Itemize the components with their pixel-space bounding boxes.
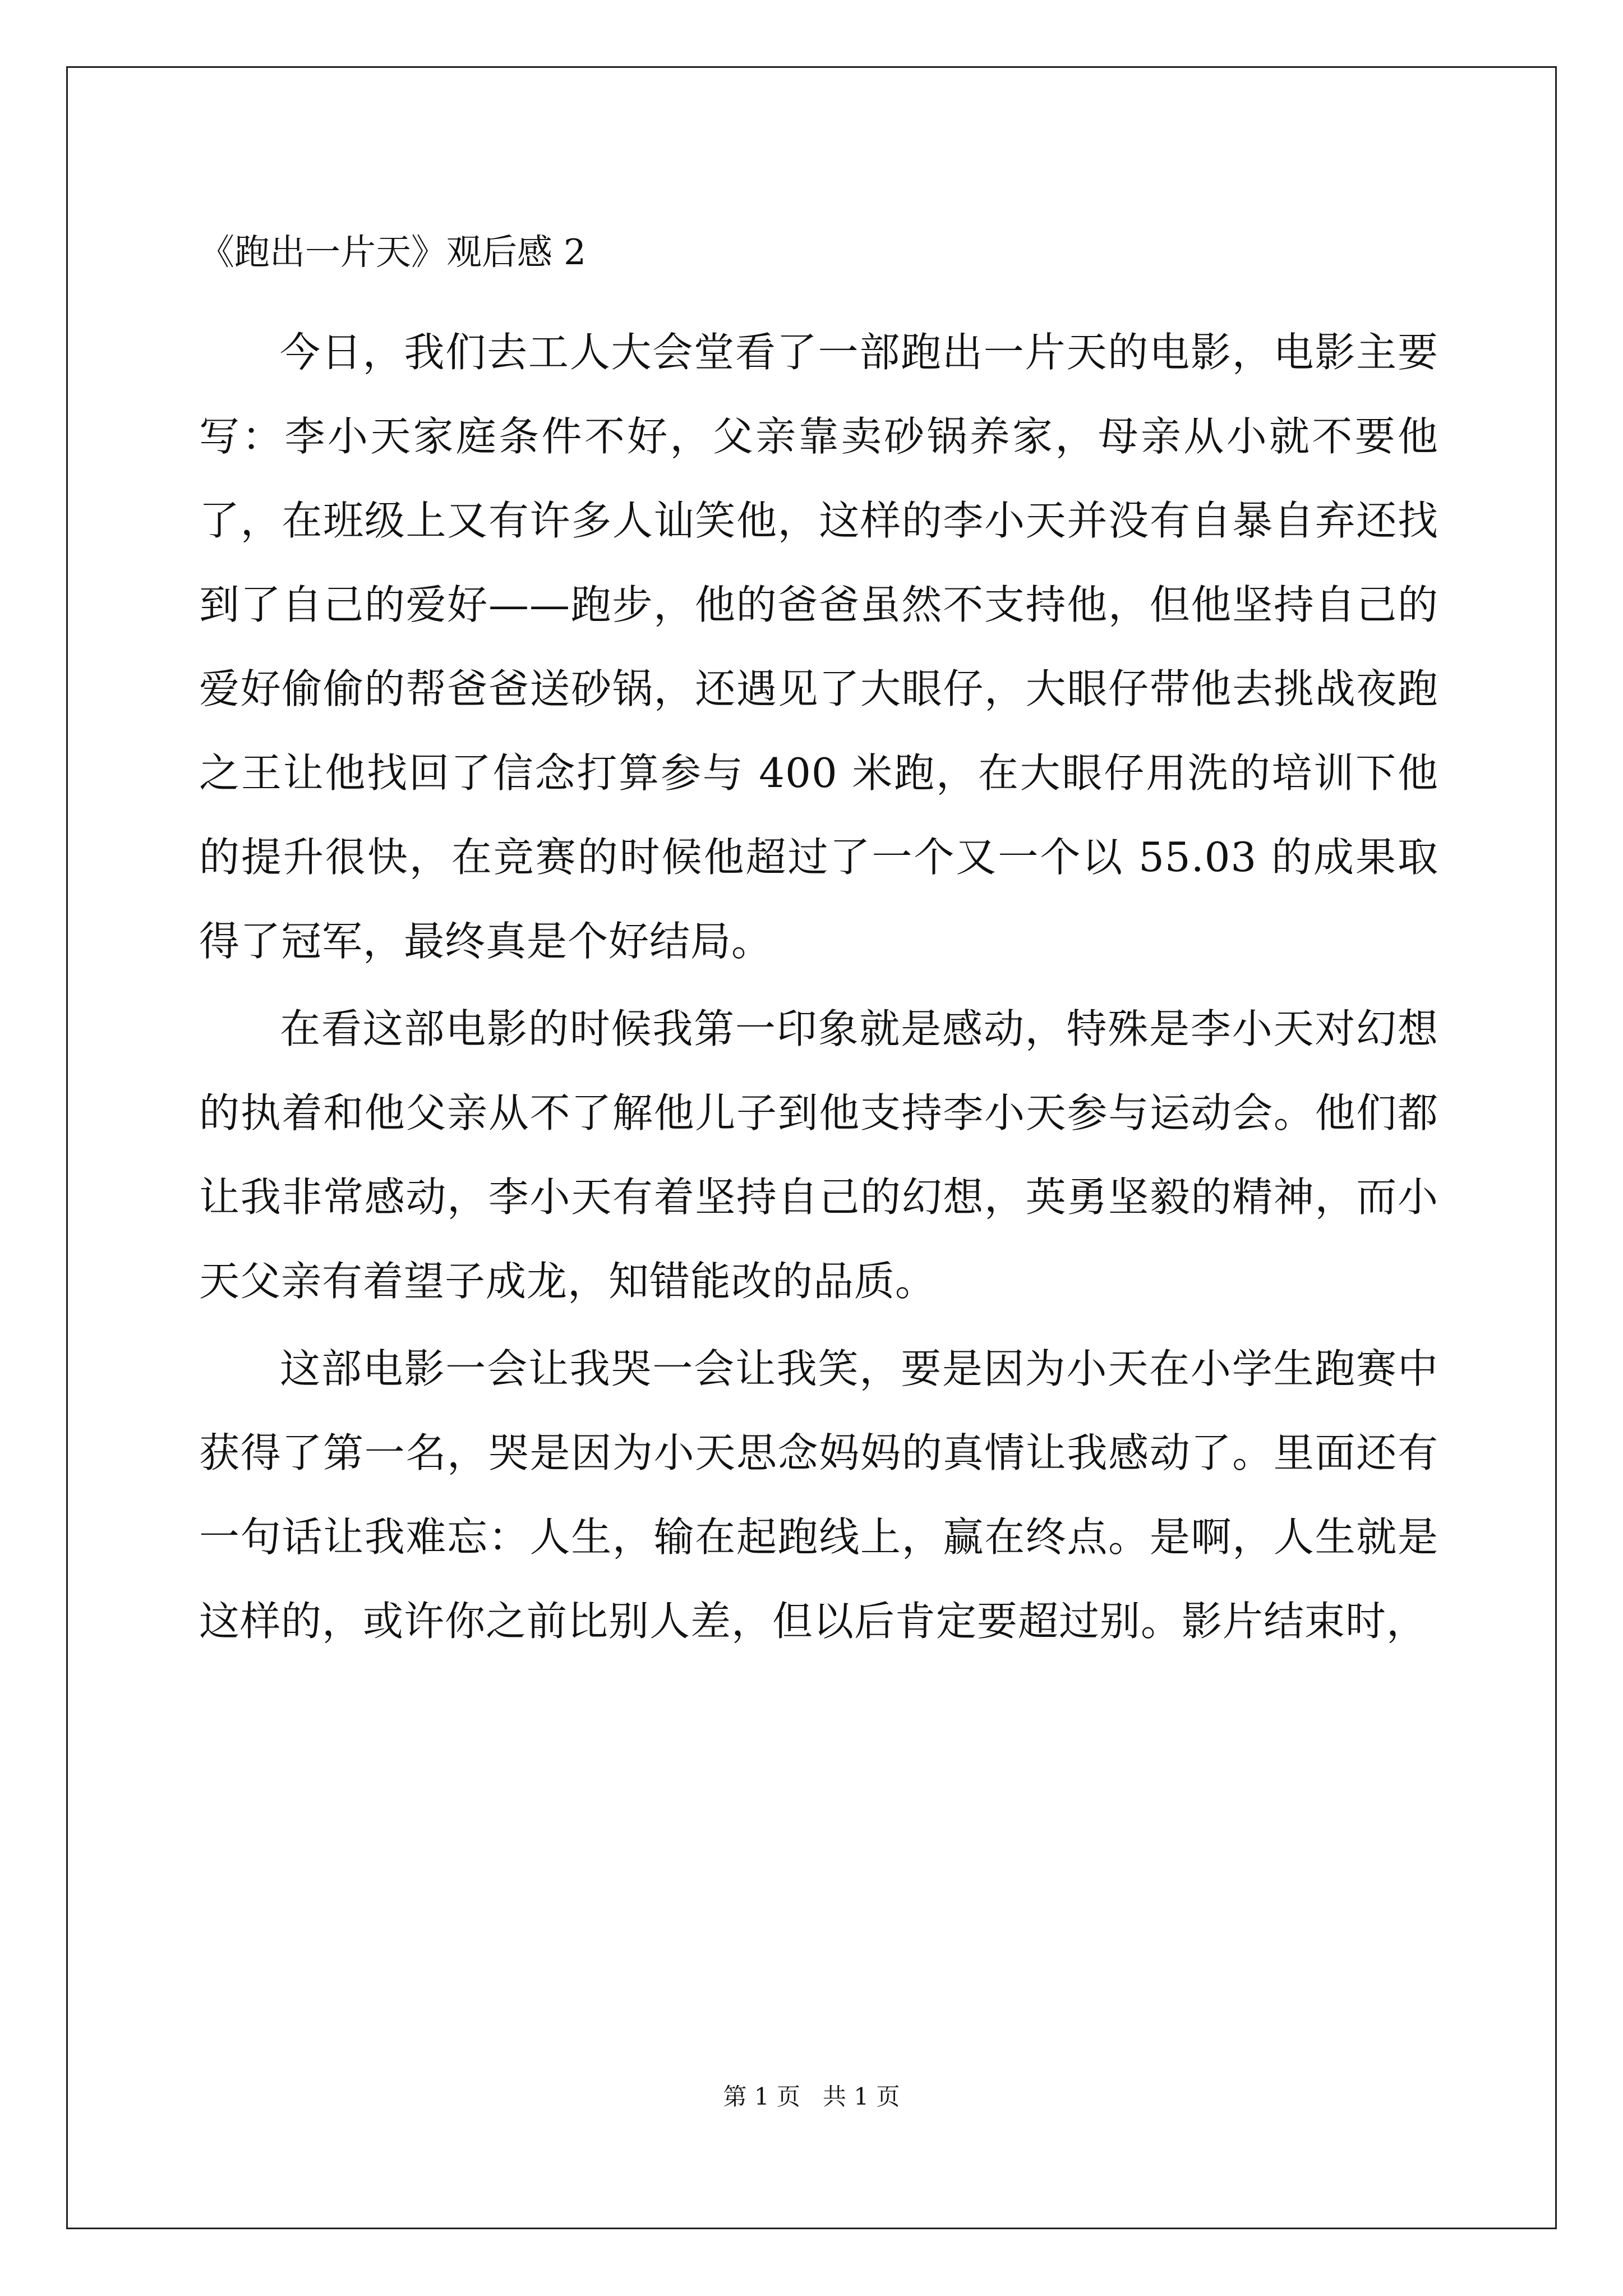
page-footer: 第 1 页 共 1 页: [723, 2083, 900, 2110]
document-title: 《跑出一片天》观后感 2: [199, 232, 587, 273]
document-body: [199, 222, 1438, 1667]
paragraph-1: 今日，我们去工人大会堂看了一部跑出一片天的电影，电影主要写：李小天家庭条件不好，父亲靠卖砂锅养家，母亲从小就不要他了，在班级上又有许多人讪笑他，这样的李小天并没有自暴自弃还找到了自己的爱好——跑步，他的爸爸虽然不支持他，但他坚持自己的爱好偷偷的帮爸爸送砂锅，还遇见了大眼仔，大眼仔带他去挑战夜跑之王让他找回了信念打算参与 400 米跑，在大眼仔用洗的培训下他的提升很快，在竞赛的时候他超过了一个又一个以 55.03 的成果取得了冠军，最终真是个好结局。: [199, 329, 1438, 965]
paragraph-3: 这部电影一会让我哭一会让我笑，要是因为小天在小学生跑赛中获得了第一名，哭是因为小天思念妈妈的真情让我感动了。里面还有一句话让我难忘：人生，输在起跑线上，赢在终点。是啊，人生就是这样的，或许你之前比别人差，但以后肯定要超过别。影片结束时，: [199, 1345, 1438, 1645]
paragraph-2: 在看这部电影的时候我第一印象就是感动，特殊是李小天对幻想的执着和他父亲从不了解他儿子到他支持李小天参与运动会。他们都让我非常感动，李小天有着坚持自己的幻想，英勇坚毅的精神，而小天父亲有着望子成龙，知错能改的品质。: [199, 1005, 1438, 1305]
